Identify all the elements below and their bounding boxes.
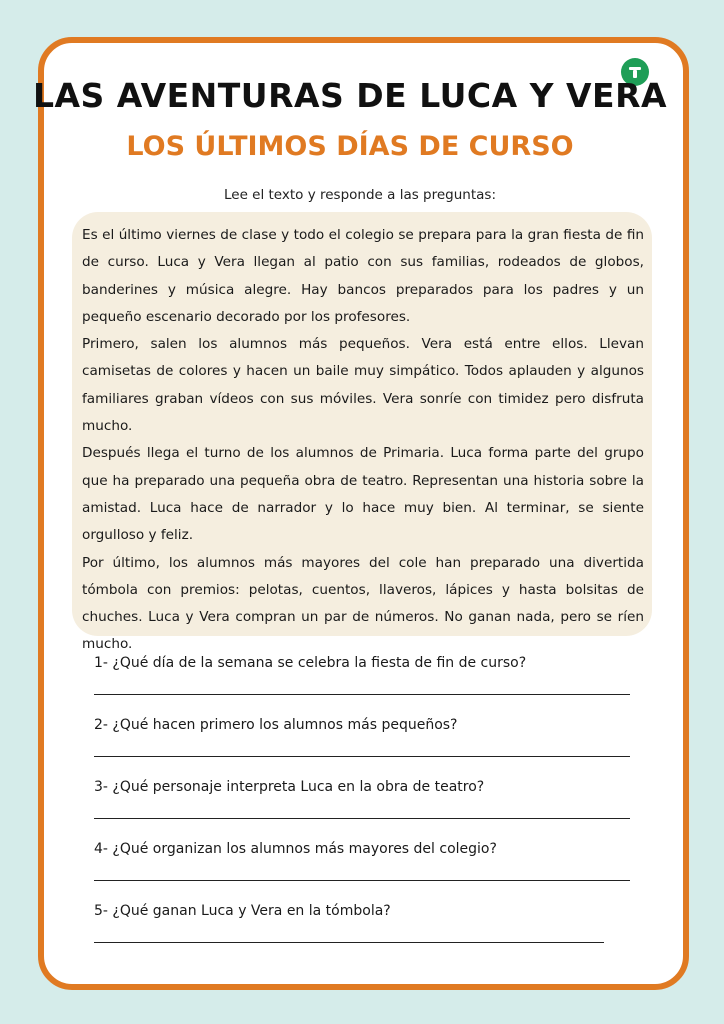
paragraph-2: Primero, salen los alumnos más pequeños. Vera está entre ellos. Llevan camisetas de colores y hacen un baile muy simpático. Todos aplauden y algunos familiares graban vídeos con sus móviles. Vera sonríe con timidez pero disfruta mucho. — [82, 336, 644, 435]
question-4-text: 4- ¿Qué organizan los alumnos más mayores del colegio? — [94, 841, 497, 857]
instruction-text: Lee el texto y responde a las preguntas: — [223, 187, 497, 203]
answer-line-3[interactable] — [94, 818, 630, 819]
question-item — [94, 717, 634, 779]
question-item — [94, 841, 634, 903]
question-2-text: 2- ¿Qué hacen primero los alumnos más pequeños? — [94, 717, 458, 733]
paragraph-4: Por último, los alumnos más mayores del cole han preparado una divertida tómbola con premios: pelotas, cuentos, llaveros, lápices y hasta bolsitas de chuches. Luca y Vera compran un par de números. No ganan nada, pero se ríen mucho. — [82, 554, 644, 653]
question-item — [94, 779, 634, 841]
page-title: LAS AVENTURAS DE LUCA Y VERA — [32, 76, 668, 115]
question-3-text: 3- ¿Qué personaje interpreta Luca en la obra de teatro? — [94, 779, 485, 795]
question-item — [94, 903, 634, 965]
question-5-text: 5- ¿Qué ganan Luca y Vera en la tómbola? — [94, 903, 391, 919]
reading-text-box — [72, 212, 652, 653]
paragraph-3: Después llega el turno de los alumnos de Primaria. Luca forma parte del grupo que ha preparado una pequeña obra de teatro. Representan una historia sobre la amistad. Luca hace de narrador y lo hace muy bien. Al terminar, se siente orgulloso y feliz. — [82, 445, 644, 544]
question-1-text: 1- ¿Qué día de la semana se celebra la fiesta de fin de curso? — [94, 655, 527, 671]
answer-line-2[interactable] — [94, 756, 630, 757]
question-item — [94, 655, 634, 717]
answer-line-5[interactable] — [94, 942, 604, 943]
page-subtitle: LOS ÚLTIMOS DÍAS DE CURSO — [126, 131, 574, 162]
answer-line-4[interactable] — [94, 880, 630, 881]
paragraph-1: Es el último viernes de clase y todo el colegio se prepara para la gran fiesta de fin de curso. Luca y Vera llegan al patio con sus familias, rodeados de globos, banderines y música alegre. Hay bancos preparados para los padres y un pequeño escenario decorado por los profesores. — [82, 227, 644, 325]
answer-line-1[interactable] — [94, 694, 630, 695]
question-list — [94, 655, 634, 965]
